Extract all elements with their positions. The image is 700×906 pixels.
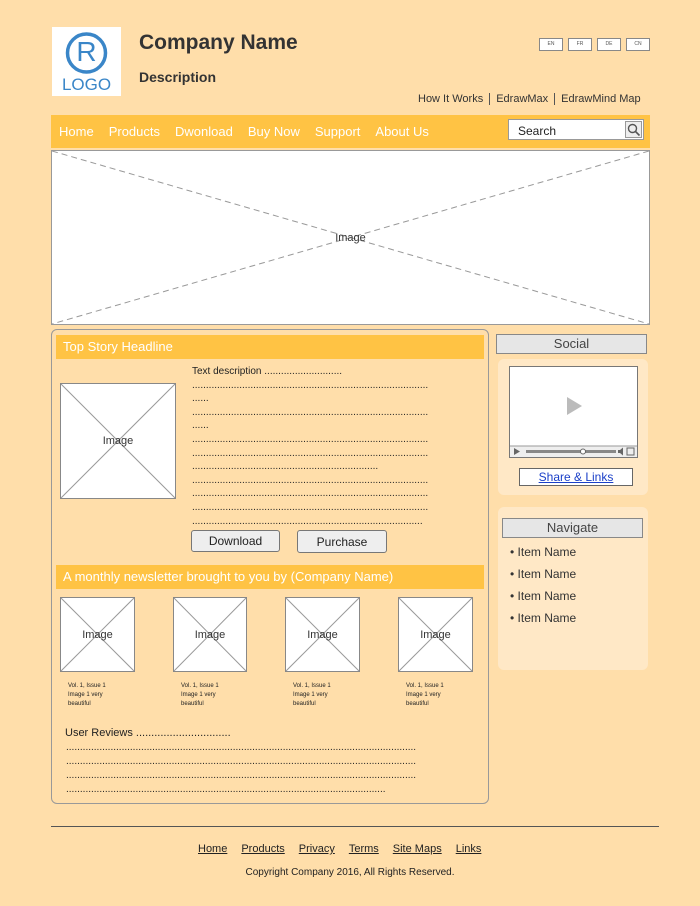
nav-item-buy-now[interactable]: Buy Now — [247, 124, 300, 139]
social-heading: Social — [496, 334, 647, 354]
caption-line: Vol. 1, Issue 1 — [68, 683, 106, 689]
logo-text: LOGO — [61, 75, 112, 94]
review-line: .............................................................................................................................. — [66, 770, 417, 781]
footer-link-terms[interactable]: Terms — [348, 843, 379, 855]
user-reviews-title: User Reviews ............................... — [65, 727, 231, 739]
top-story-text — [192, 365, 428, 528]
top-link-edrawmax[interactable]: EdrawMax — [489, 93, 554, 105]
newsletter-image[interactable] — [173, 597, 247, 672]
caption-line: Image 1 very — [181, 692, 216, 698]
search-placeholder: Search — [518, 124, 557, 138]
caption-line: Image 1 very — [406, 692, 441, 698]
text-line: ...... — [192, 393, 209, 405]
play-icon — [567, 397, 582, 415]
newsletter-image-label: Image — [82, 629, 113, 641]
footer-link-privacy[interactable]: Privacy — [298, 843, 335, 855]
caption-line: beautiful — [68, 701, 91, 707]
nav-item-home[interactable]: Home — [59, 124, 94, 139]
newsletter-caption — [406, 682, 444, 709]
caption-line: Vol. 1, Issue 1 — [406, 683, 444, 689]
nav-item-download[interactable]: Dwonload — [175, 124, 233, 139]
text-description-title: Text description ............................ — [192, 366, 343, 377]
company-logo[interactable] — [52, 27, 121, 96]
top-story-image-label: Image — [102, 435, 134, 447]
share-links-button[interactable]: Share & Links — [519, 468, 633, 486]
review-line: ................................................................................................................... — [66, 784, 386, 795]
text-line: ...... — [192, 420, 209, 432]
text-line: ..................................................................................... — [192, 433, 429, 445]
lang-de-button[interactable]: DE — [597, 38, 621, 51]
user-reviews-text — [66, 741, 416, 797]
company-description: Description — [139, 69, 217, 85]
company-name: Company Name — [139, 31, 298, 54]
caption-line: beautiful — [293, 701, 316, 707]
nav-item-about-us[interactable]: About Us — [375, 124, 429, 139]
text-line: ................................................................... — [192, 461, 379, 473]
nav-item-support[interactable]: Support — [314, 124, 361, 139]
text-line: ..................................................................................... — [192, 488, 429, 500]
top-links — [412, 93, 647, 105]
caption-line: Vol. 1, Issue 1 — [293, 683, 331, 689]
review-line: .............................................................................................................................. — [66, 742, 417, 753]
footer-link-products[interactable]: Products — [241, 843, 285, 855]
search-icon — [626, 122, 641, 137]
language-selector — [539, 38, 650, 51]
purchase-button[interactable]: Purchase — [297, 530, 387, 553]
navigate-heading: Navigate — [502, 518, 643, 538]
newsletter-image-label: Image — [194, 629, 226, 641]
newsletter-image[interactable] — [285, 597, 360, 672]
nav-menu — [59, 124, 429, 139]
navigate-item[interactable]: • Item Name — [510, 589, 577, 603]
newsletter-headline: A monthly newsletter brought to you by (Company Name) — [56, 565, 484, 589]
navigate-item-label: Item Name — [517, 589, 577, 603]
text-line: ..................................................................................... — [192, 447, 429, 459]
footer-links — [198, 843, 481, 855]
newsletter-caption — [181, 682, 219, 709]
caption-line: beautiful — [181, 701, 204, 707]
download-button[interactable]: Download — [191, 530, 280, 552]
newsletter-caption — [293, 682, 331, 709]
footer-link-site-maps[interactable]: Site Maps — [392, 843, 442, 855]
navigate-item[interactable]: • Item Name — [510, 545, 577, 559]
lang-en-button[interactable]: EN — [539, 38, 563, 51]
text-line: ..................................................................................... — [192, 501, 429, 513]
top-story-image — [60, 383, 176, 499]
search-input[interactable] — [508, 119, 644, 140]
navigate-list — [510, 545, 576, 633]
navigate-item-label: Item Name — [517, 611, 577, 625]
video-progress-track — [526, 450, 616, 453]
newsletter-caption — [68, 682, 106, 709]
newsletter-image[interactable] — [60, 597, 135, 672]
footer-divider — [51, 826, 659, 827]
newsletter-image-label: Image — [307, 629, 338, 641]
text-line: ..................................................................................... — [192, 474, 429, 486]
caption-line: Vol. 1, Issue 1 — [181, 683, 219, 689]
newsletter-image-label: Image — [420, 629, 451, 641]
footer-link-home[interactable]: Home — [198, 843, 228, 855]
video-player[interactable] — [509, 366, 638, 458]
navigate-item-label: Item Name — [517, 567, 577, 581]
caption-line: beautiful — [406, 701, 429, 707]
newsletter-image[interactable] — [398, 597, 473, 672]
nav-item-products[interactable]: Products — [108, 124, 160, 139]
review-line: .............................................................................................................................. — [66, 756, 417, 767]
text-line: ..................................................................................... — [192, 379, 429, 391]
video-player-graphic — [510, 367, 637, 457]
top-link-how-it-works[interactable]: How It Works — [418, 93, 484, 105]
search-button[interactable] — [625, 121, 642, 138]
navigate-item[interactable]: • Item Name — [510, 567, 577, 581]
navigate-item-label: Item Name — [517, 545, 577, 559]
hero-image-label: Image — [335, 232, 366, 244]
hero-image-placeholder — [51, 150, 650, 325]
text-line: ..................................................................................... — [192, 406, 429, 418]
copyright-text: Copyright Company 2016, All Rights Reserved. — [245, 867, 455, 878]
logo-letter: R — [76, 36, 97, 67]
top-link-edrawmind[interactable]: EdrawMind Map — [554, 93, 646, 105]
caption-line: Image 1 very — [293, 692, 328, 698]
lang-fr-button[interactable]: FR — [568, 38, 592, 51]
text-line: ................................................................................... — [192, 515, 423, 527]
navigate-item[interactable]: • Item Name — [510, 611, 577, 625]
video-progress-knob — [581, 449, 586, 454]
caption-line: Image 1 very — [68, 692, 103, 698]
top-story-headline: Top Story Headline — [56, 335, 484, 359]
footer-link-links[interactable]: Links — [455, 843, 482, 855]
lang-cn-button[interactable]: CN — [626, 38, 650, 51]
